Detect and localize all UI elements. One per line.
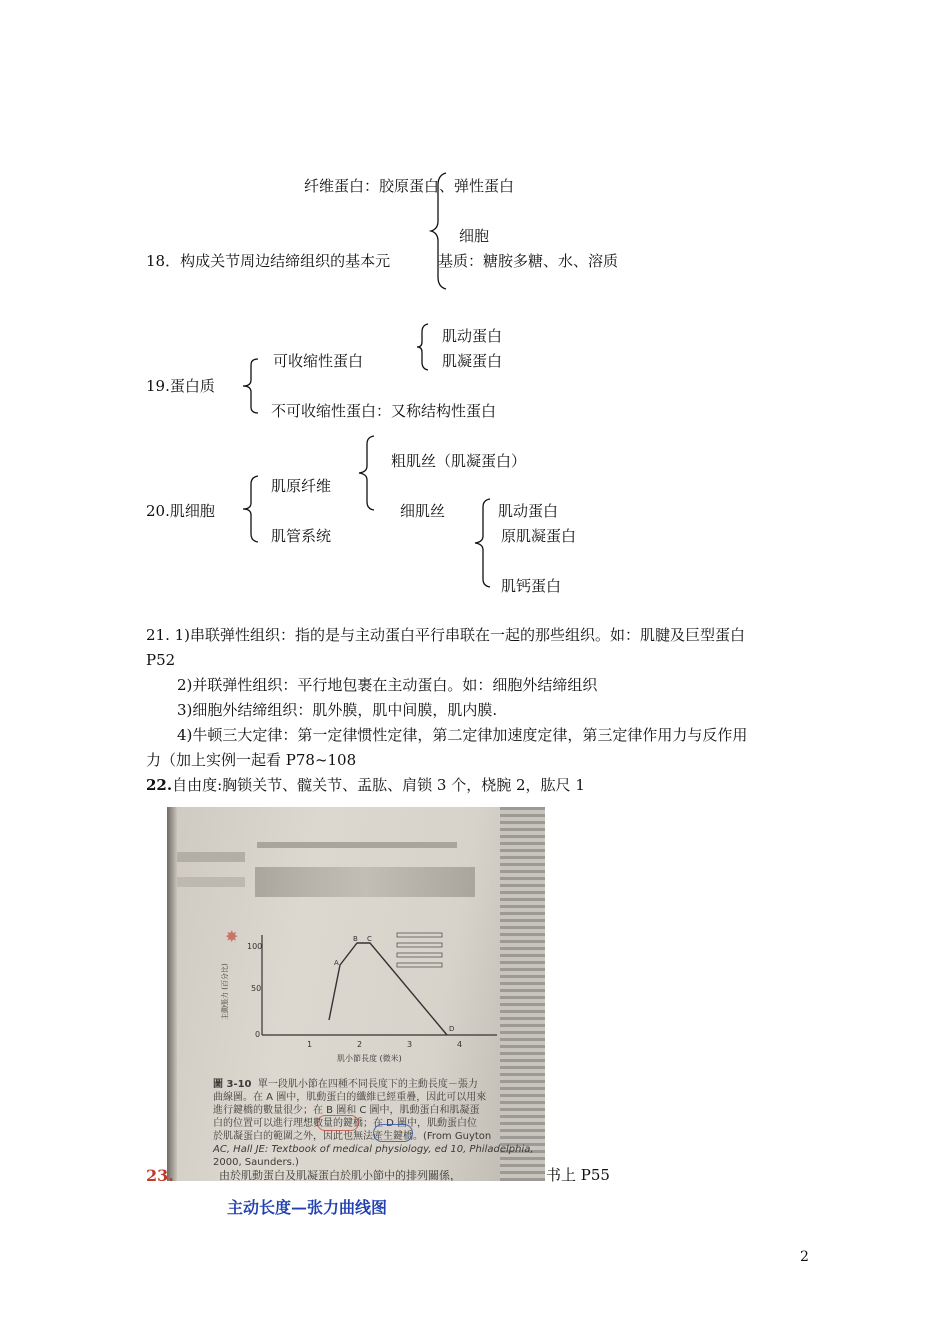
q20-thick-brace [356, 434, 376, 512]
point-a: A [334, 959, 339, 967]
point-c: C [367, 935, 372, 943]
q20-label: 20.肌细胞 [146, 502, 215, 520]
q18-branch-mid: 细胞 [459, 227, 490, 245]
y-axis-label: 主動張力 (百分比) [221, 963, 229, 1020]
photo-left-bar-2 [177, 877, 245, 887]
photo-top-figure [255, 867, 475, 897]
q23-caption: 主动长度—张力曲线图 [227, 1198, 388, 1217]
photo-blue-circle [373, 1124, 413, 1142]
q20-thin-sub3: 肌钙蛋白 [501, 577, 562, 595]
q20-thin-sub2: 原肌凝蛋白 [501, 527, 577, 545]
textbook-photo [167, 807, 545, 1181]
photo-caption-5: 於肌凝蛋白的範圍之外，因此也無法產生鍵橋。(From Guyton [213, 1131, 492, 1142]
q18-branch-top: 纤维蛋白：胶原蛋白、弹性蛋白 [304, 177, 515, 195]
photo-red-mark [317, 1115, 359, 1131]
x-tick-4: 4 [457, 1040, 463, 1049]
q19-non-contractile: 不可收缩性蛋白：又称结构性蛋白 [271, 402, 497, 420]
x-tick-2: 2 [357, 1040, 363, 1049]
photo-header-rule [257, 842, 457, 848]
q21-line4: 4)牛顿三大定律：第一定律惯性定律，第二定律加速度定律，第三定律作用力与反作用 [177, 726, 748, 744]
photo-caption-2: 曲線圖。在 A 圖中，肌動蛋白的纖維已經重疊，因此可以用來 [213, 1092, 487, 1103]
q19-label: 19.蛋白质 [146, 377, 215, 395]
photo-bottom-text: 由於肌動蛋白及肌凝蛋白於肌小節中的排列關係， [219, 1169, 461, 1181]
q21-line2: 2)并联弹性组织：平行地包裹在主动蛋白。如：细胞外结缔组织 [177, 676, 598, 694]
q23-ref: 书上 P55 [546, 1166, 610, 1184]
q23-num: 23. [146, 1166, 174, 1185]
photo-binding-shadow [167, 807, 177, 1181]
q20-myofibril: 肌原纤维 [271, 477, 332, 495]
page-number: 2 [800, 1249, 809, 1265]
q20-tubule: 肌管系统 [271, 527, 332, 545]
q19-brace [240, 357, 260, 415]
q19-contractile: 可收缩性蛋白 [273, 352, 364, 370]
q20-thick: 粗肌丝（肌凝蛋白） [391, 452, 527, 470]
q19-sub2: 肌凝蛋白 [442, 352, 503, 370]
q18-label: 18．构成关节周边结缔组织的基本元 [146, 252, 391, 270]
q19-sub1: 肌动蛋白 [442, 327, 503, 345]
q20-brace [240, 474, 260, 544]
photo-fig-label: 圖 3-10 [213, 1079, 252, 1090]
photo-length-tension-chart [207, 925, 507, 1075]
photo-caption-6: AC, Hall JE: Textbook of medical physiology, ed 10, Philadelphia, [213, 1144, 534, 1155]
y-tick-0: 0 [255, 1030, 261, 1039]
q22-line [146, 778, 585, 793]
q18-brace [428, 171, 450, 291]
q22-text: 自由度:胸锁关节、髋关节、盂肱、肩锁 3 个，桡腕 2，肱尺 1 [172, 776, 585, 794]
q21-line3: 3)细胞外结缔组织：肌外膜，肌中间膜，肌内膜. [177, 701, 498, 719]
q19-sub-brace [414, 322, 432, 372]
point-b: B [353, 935, 358, 943]
photo-left-bar [177, 852, 245, 862]
y-tick-50: 50 [251, 984, 262, 993]
photo-caption-4: 白的位置可以進行理想數量的鍵橋；在 D 圖中，肌動蛋白位 [213, 1118, 478, 1129]
q22-num: 22. [146, 776, 173, 794]
q21-line1: 21. 1)串联弹性组织：指的是与主动蛋白平行串联在一起的那些组织。如：肌腱及巨型蛋白 [146, 626, 746, 644]
q20-thin-sub1: 肌动蛋白 [498, 502, 559, 520]
point-d: D [449, 1025, 455, 1033]
y-tick-100: 100 [247, 942, 263, 951]
q21-line1b: P52 [146, 651, 176, 669]
q20-thin: 细肌丝 [400, 502, 446, 520]
x-tick-3: 3 [407, 1040, 413, 1049]
q21-line4b: 力（加上实例一起看 P78~108 [146, 751, 357, 769]
photo-red-stamp-icon: ✸ [225, 927, 239, 946]
x-axis-label: 肌小節長度 (微米) [337, 1054, 402, 1063]
photo-caption-3: 進行鍵橋的數量很少；在 B 圖和 C 圖中，肌動蛋白和肌凝蛋 [213, 1105, 480, 1116]
photo-fig-text1: 單一段肌小節在四種不同長度下的主動長度－張力 [257, 1079, 478, 1090]
x-tick-1: 1 [307, 1040, 313, 1049]
photo-caption-7: 2000, Saunders.) [213, 1157, 299, 1168]
photo-caption-1 [213, 1079, 478, 1092]
q18-branch-bottom: 基质：糖胺多糖、水、溶质 [438, 252, 619, 270]
q20-thin-brace [472, 497, 492, 589]
